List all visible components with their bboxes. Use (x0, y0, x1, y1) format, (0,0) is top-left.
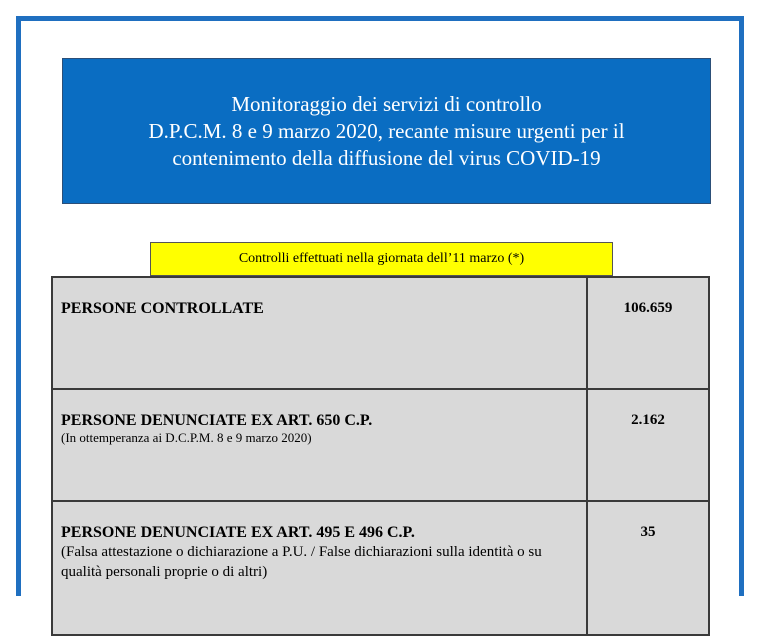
row-value: 106.659 (587, 277, 709, 389)
row-label-cell (52, 389, 587, 501)
row-label: PERSONE CONTROLLATE (61, 300, 264, 317)
row-value: 35 (587, 501, 709, 635)
caption-text: Controlli effettuati nella giornata dell’11 marzo (*) (238, 251, 525, 266)
table-row (52, 277, 709, 389)
controls-table (51, 276, 710, 636)
row-label-cell (52, 277, 587, 389)
title-line-3: contenimento della diffusione del virus COVID-19 (172, 145, 601, 170)
row-label: PERSONE DENUNCIATE EX ART. 650 C.P. (61, 412, 373, 429)
row-label: PERSONE DENUNCIATE EX ART. 495 E 496 C.P. (61, 524, 415, 541)
row-sublabel: (Falsa attestazione o dichiarazione a P.U. / False dichiarazioni sulla identità o su qualità personali proprie o di altri) (61, 544, 542, 580)
row-sublabel: (In ottemperanza ai D.C.P.M. 8 e 9 marzo 2020) (61, 430, 312, 445)
title-line-2: D.P.C.M. 8 e 9 marzo 2020, recante misure urgenti per il (148, 118, 625, 143)
title-banner (62, 58, 711, 204)
row-label-cell (52, 501, 587, 635)
table-row (52, 389, 709, 501)
table-caption (150, 242, 613, 276)
table-row (52, 501, 709, 635)
title-line-1: Monitoraggio dei servizi di controllo (231, 91, 542, 116)
row-value: 2.162 (587, 389, 709, 501)
